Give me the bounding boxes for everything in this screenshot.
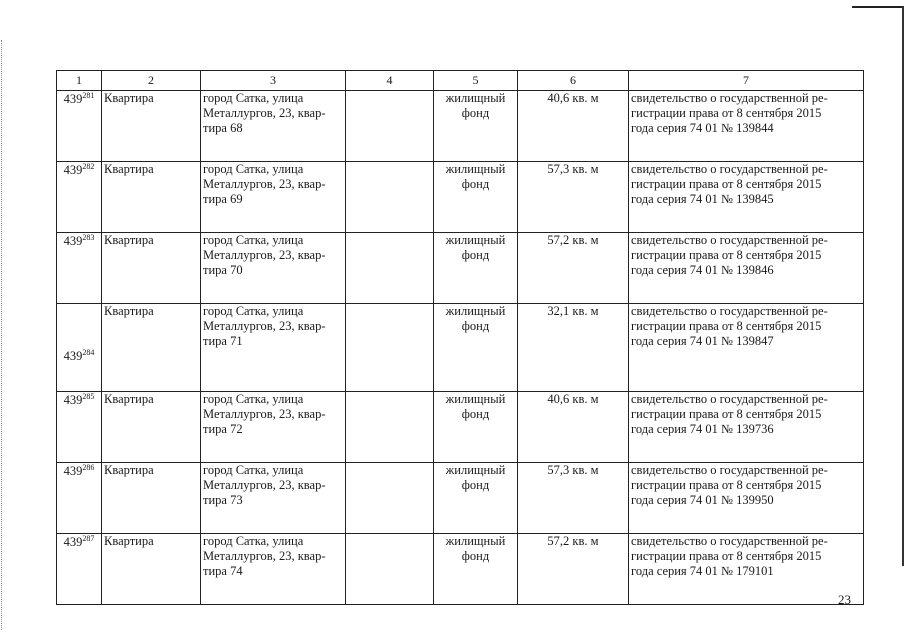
cell-certificate (629, 91, 864, 162)
certificate-line: года серия 74 01 № 179101 (631, 564, 774, 578)
address-line: Металлургов, 23, квар- (203, 177, 326, 191)
cell-address (201, 534, 346, 605)
cell-purpose (434, 392, 518, 463)
area-value: 57,2 кв. м (547, 233, 599, 247)
cell-area (518, 91, 629, 162)
area-value: 57,3 кв. м (547, 463, 599, 477)
area-value: 40,6 кв. м (547, 392, 599, 406)
cell-record-number (57, 162, 102, 233)
cell-column-4 (346, 91, 434, 162)
purpose-line: жилищный (445, 463, 506, 477)
table-row (57, 233, 864, 304)
cell-column-4 (346, 463, 434, 534)
certificate-line: свидетельство о государственной ре- (631, 304, 828, 318)
cell-purpose (434, 463, 518, 534)
address-line: город Сатка, улица (203, 233, 304, 247)
cell-area (518, 463, 629, 534)
object-type: Квартира (104, 392, 154, 406)
object-type: Квартира (104, 91, 154, 105)
purpose-line: жилищный (445, 91, 506, 105)
certificate-line: гистрации права от 8 сентября 2015 (631, 319, 822, 333)
cell-area (518, 392, 629, 463)
cell-column-4 (346, 233, 434, 304)
record-number-superscript: 285 (82, 391, 95, 401)
cell-certificate (629, 534, 864, 605)
table-row (57, 392, 864, 463)
address-line: город Сатка, улица (203, 304, 304, 318)
record-number: 439 (63, 393, 83, 407)
cell-purpose (434, 91, 518, 162)
column-header-4: 4 (346, 71, 434, 91)
area-value: 32,1 кв. м (547, 304, 599, 318)
address-line: Металлургов, 23, квар- (203, 478, 326, 492)
record-number: 439 (63, 464, 83, 478)
address-line: тира 74 (203, 564, 243, 578)
column-header-7: 7 (629, 71, 864, 91)
cell-area (518, 233, 629, 304)
page-number: 23 (838, 592, 851, 607)
scan-edge-left (1, 40, 2, 630)
cell-certificate (629, 392, 864, 463)
address-line: город Сатка, улица (203, 162, 304, 176)
column-header-6: 6 (518, 71, 629, 91)
cell-object-type (102, 534, 201, 605)
certificate-line: года серия 74 01 № 139844 (631, 121, 774, 135)
cell-record-number (57, 463, 102, 534)
cell-purpose (434, 304, 518, 392)
address-line: Металлургов, 23, квар- (203, 407, 326, 421)
cell-column-4 (346, 392, 434, 463)
cell-address (201, 463, 346, 534)
cell-object-type (102, 91, 201, 162)
column-header-2: 2 (102, 71, 201, 91)
purpose-line: фонд (461, 478, 490, 492)
record-number: 439 (63, 535, 83, 549)
cell-certificate (629, 233, 864, 304)
record-number-superscript: 284 (82, 347, 95, 357)
certificate-line: гистрации права от 8 сентября 2015 (631, 106, 822, 120)
certificate-line: гистрации права от 8 сентября 2015 (631, 177, 822, 191)
cell-purpose (434, 162, 518, 233)
purpose-line: жилищный (445, 233, 506, 247)
certificate-line: свидетельство о государственной ре- (631, 463, 828, 477)
table-row (57, 534, 864, 605)
cell-area (518, 534, 629, 605)
record-number: 439 (63, 92, 83, 106)
cell-object-type (102, 463, 201, 534)
purpose-line: жилищный (445, 162, 506, 176)
address-line: город Сатка, улица (203, 534, 304, 548)
purpose-line: фонд (461, 319, 490, 333)
certificate-line: года серия 74 01 № 139950 (631, 493, 774, 507)
purpose-line: жилищный (445, 534, 506, 548)
table-row (57, 162, 864, 233)
purpose-line: жилищный (445, 392, 506, 406)
object-type: Квартира (104, 534, 154, 548)
certificate-line: гистрации права от 8 сентября 2015 (631, 248, 822, 262)
address-line: город Сатка, улица (203, 91, 304, 105)
address-line: тира 72 (203, 422, 243, 436)
table-row (57, 304, 864, 392)
certificate-line: свидетельство о государственной ре- (631, 233, 828, 247)
certificate-line: гистрации права от 8 сентября 2015 (631, 478, 822, 492)
purpose-line: фонд (461, 549, 490, 563)
cell-object-type (102, 233, 201, 304)
cell-purpose (434, 233, 518, 304)
cell-object-type (102, 304, 201, 392)
certificate-line: гистрации права от 8 сентября 2015 (631, 407, 822, 421)
address-line: тира 69 (203, 192, 243, 206)
certificate-line: свидетельство о государственной ре- (631, 392, 828, 406)
address-line: тира 70 (203, 263, 243, 277)
cell-record-number (57, 91, 102, 162)
record-number-superscript: 286 (82, 462, 95, 472)
cell-certificate (629, 463, 864, 534)
table-row (57, 463, 864, 534)
cell-record-number (57, 392, 102, 463)
cell-area (518, 304, 629, 392)
column-header-5: 5 (434, 71, 518, 91)
cell-column-4 (346, 534, 434, 605)
cell-area (518, 162, 629, 233)
record-number-superscript: 287 (82, 533, 95, 543)
address-line: Металлургов, 23, квар- (203, 549, 326, 563)
cell-address (201, 162, 346, 233)
cell-object-type (102, 162, 201, 233)
address-line: Металлургов, 23, квар- (203, 106, 326, 120)
cell-address (201, 91, 346, 162)
purpose-line: фонд (461, 248, 490, 262)
address-line: город Сатка, улица (203, 392, 304, 406)
address-line: тира 71 (203, 334, 243, 348)
object-type: Квартира (104, 162, 154, 176)
address-line: Металлургов, 23, квар- (203, 319, 326, 333)
record-number: 439 (63, 234, 83, 248)
cell-certificate (629, 162, 864, 233)
registry-table-container (56, 70, 864, 605)
object-type: Квартира (104, 304, 154, 318)
address-line: тира 68 (203, 121, 243, 135)
scan-edge-top (852, 6, 904, 8)
cell-record-number (57, 304, 102, 392)
cell-column-4 (346, 162, 434, 233)
record-number-superscript: 283 (82, 232, 95, 242)
column-header-3: 3 (201, 71, 346, 91)
address-line: город Сатка, улица (203, 463, 304, 477)
property-registry-table (56, 70, 864, 605)
cell-purpose (434, 534, 518, 605)
table-row (57, 91, 864, 162)
record-number: 439 (63, 163, 83, 177)
object-type: Квартира (104, 463, 154, 477)
cell-address (201, 233, 346, 304)
purpose-line: фонд (461, 106, 490, 120)
purpose-line: фонд (461, 177, 490, 191)
record-number: 439 (63, 349, 83, 363)
certificate-line: года серия 74 01 № 139845 (631, 192, 774, 206)
certificate-line: года серия 74 01 № 139847 (631, 334, 774, 348)
purpose-line: фонд (461, 407, 490, 421)
area-value: 57,2 кв. м (547, 534, 599, 548)
certificate-line: свидетельство о государственной ре- (631, 91, 828, 105)
certificate-line: свидетельство о государственной ре- (631, 534, 828, 548)
cell-record-number (57, 534, 102, 605)
record-number-superscript: 282 (82, 161, 95, 171)
cell-record-number (57, 233, 102, 304)
certificate-line: свидетельство о государственной ре- (631, 162, 828, 176)
column-header-1: 1 (57, 71, 102, 91)
scan-edge-right (902, 6, 904, 566)
address-line: тира 73 (203, 493, 243, 507)
area-value: 57,3 кв. м (547, 162, 599, 176)
cell-certificate (629, 304, 864, 392)
purpose-line: жилищный (445, 304, 506, 318)
area-value: 40,6 кв. м (547, 91, 599, 105)
certificate-line: гистрации права от 8 сентября 2015 (631, 549, 822, 563)
object-type: Квартира (104, 233, 154, 247)
cell-address (201, 304, 346, 392)
record-number-superscript: 281 (82, 90, 95, 100)
cell-column-4 (346, 304, 434, 392)
column-number-header-row (57, 71, 864, 91)
cell-address (201, 392, 346, 463)
cell-object-type (102, 392, 201, 463)
address-line: Металлургов, 23, квар- (203, 248, 326, 262)
certificate-line: года серия 74 01 № 139736 (631, 422, 774, 436)
certificate-line: года серия 74 01 № 139846 (631, 263, 774, 277)
